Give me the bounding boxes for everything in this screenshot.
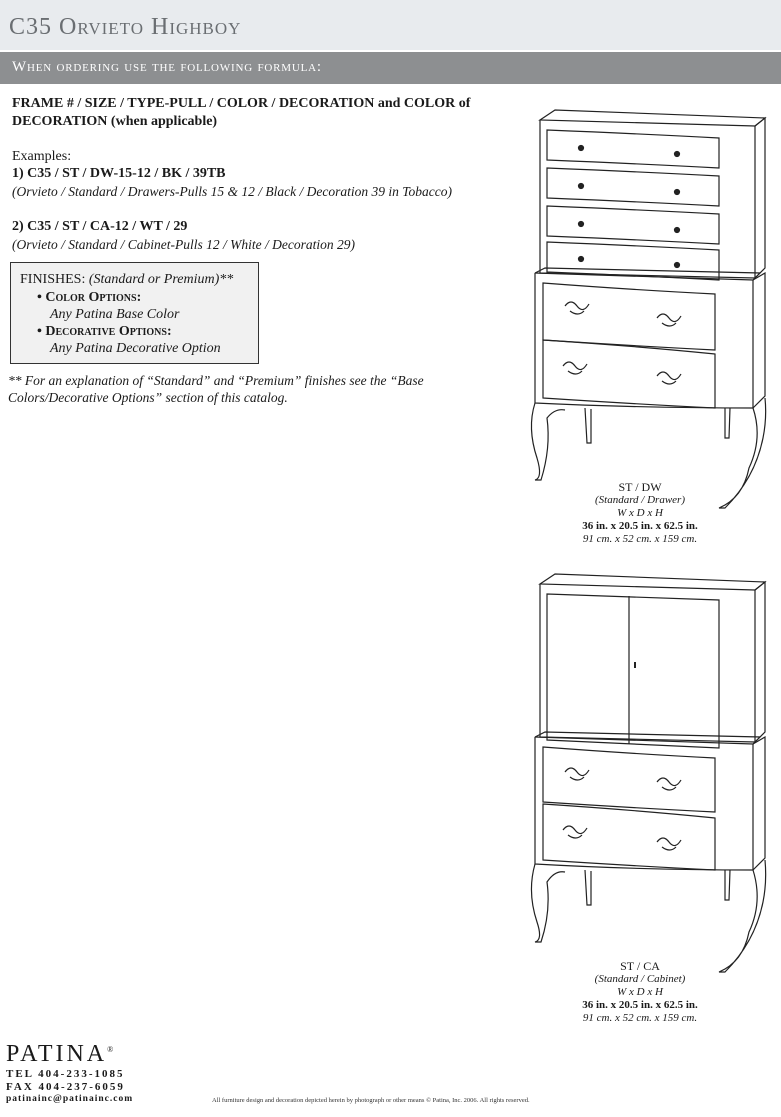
example-2-code: 2) C35 / ST / CA-12 / WT / 29 <box>12 219 188 234</box>
fax-number: FAX 404-237-6059 <box>6 1081 125 1093</box>
cabinet-dims-inches: 36 in. x 20.5 in. x 62.5 in. <box>582 999 698 1011</box>
drawer-dims-label: W x D x H <box>617 507 663 519</box>
cabinet-name: (Standard / Cabinet) <box>594 973 686 985</box>
drawer-name: (Standard / Drawer) <box>594 494 686 506</box>
drawer-dims-cm: 91 cm. x 52 cm. x 159 cm. <box>582 533 698 545</box>
decorative-options-value: Any Patina Decorative Option <box>50 341 221 356</box>
formula-text: FRAME # / SIZE / TYPE-PULL / COLOR / DECORATION and COLOR of DECORATION <box>12 96 471 129</box>
color-options-value: Any Patina Base Color <box>50 307 180 322</box>
drawer-dims-inches: 36 in. x 20.5 in. x 62.5 in. <box>582 520 698 532</box>
cabinet-caption <box>540 960 740 1025</box>
finishes-heading: FINISHES: <box>20 272 86 287</box>
page-title: C35 Orvieto Highboy <box>9 14 242 40</box>
drawer-caption <box>540 481 740 546</box>
ordering-heading: When ordering use the following formula: <box>12 59 322 75</box>
example-1-description: (Orvieto / Standard / Drawers-Pulls 15 & 12 / Black / Decoration 39 in Tobacco) <box>12 184 452 199</box>
cabinet-dims-label: W x D x H <box>617 986 663 998</box>
copyright-footer: All furniture design and decoration depicted herein by photograph or other means © Patina, Inc. 2006. All rights reserved. <box>212 1097 530 1104</box>
finishes-heading-line <box>20 272 233 288</box>
highboy-cabinet-drawing <box>525 572 775 977</box>
example-2-description: (Orvieto / Standard / Cabinet-Pulls 12 / White / Decoration 29) <box>12 237 355 252</box>
email-address: patinainc@patinainc.com <box>6 1094 134 1104</box>
cabinet-code: ST / CA <box>620 959 660 973</box>
ordering-formula <box>12 95 512 131</box>
cabinet-dims-cm: 91 cm. x 52 cm. x 159 cm. <box>582 1012 698 1024</box>
finish-footnote: ** For an explanation of “Standard” and “Premium” finishes see the “Base Colors/Decorative Options” section of this catalog. <box>8 373 424 405</box>
color-options-label: • Color Options: <box>37 290 142 305</box>
decorative-options-label: • Decorative Options: <box>37 324 172 339</box>
phone-number: TEL 404-233-1085 <box>6 1068 125 1080</box>
finishes-heading-note: (Standard or Premium)** <box>88 272 234 287</box>
drawer-code: ST / DW <box>618 480 662 494</box>
logo-registered-mark: ® <box>107 1045 114 1054</box>
example-1-code: 1) C35 / ST / DW-15-12 / BK / 39TB <box>12 166 226 181</box>
highboy-drawer-drawing <box>525 108 775 513</box>
logo-text: PATINA <box>6 1041 108 1067</box>
patina-logo <box>6 1041 113 1068</box>
examples-label: Examples: <box>12 149 72 164</box>
formula-suffix: (when applicable) <box>110 114 218 129</box>
finishes-box <box>10 262 259 364</box>
